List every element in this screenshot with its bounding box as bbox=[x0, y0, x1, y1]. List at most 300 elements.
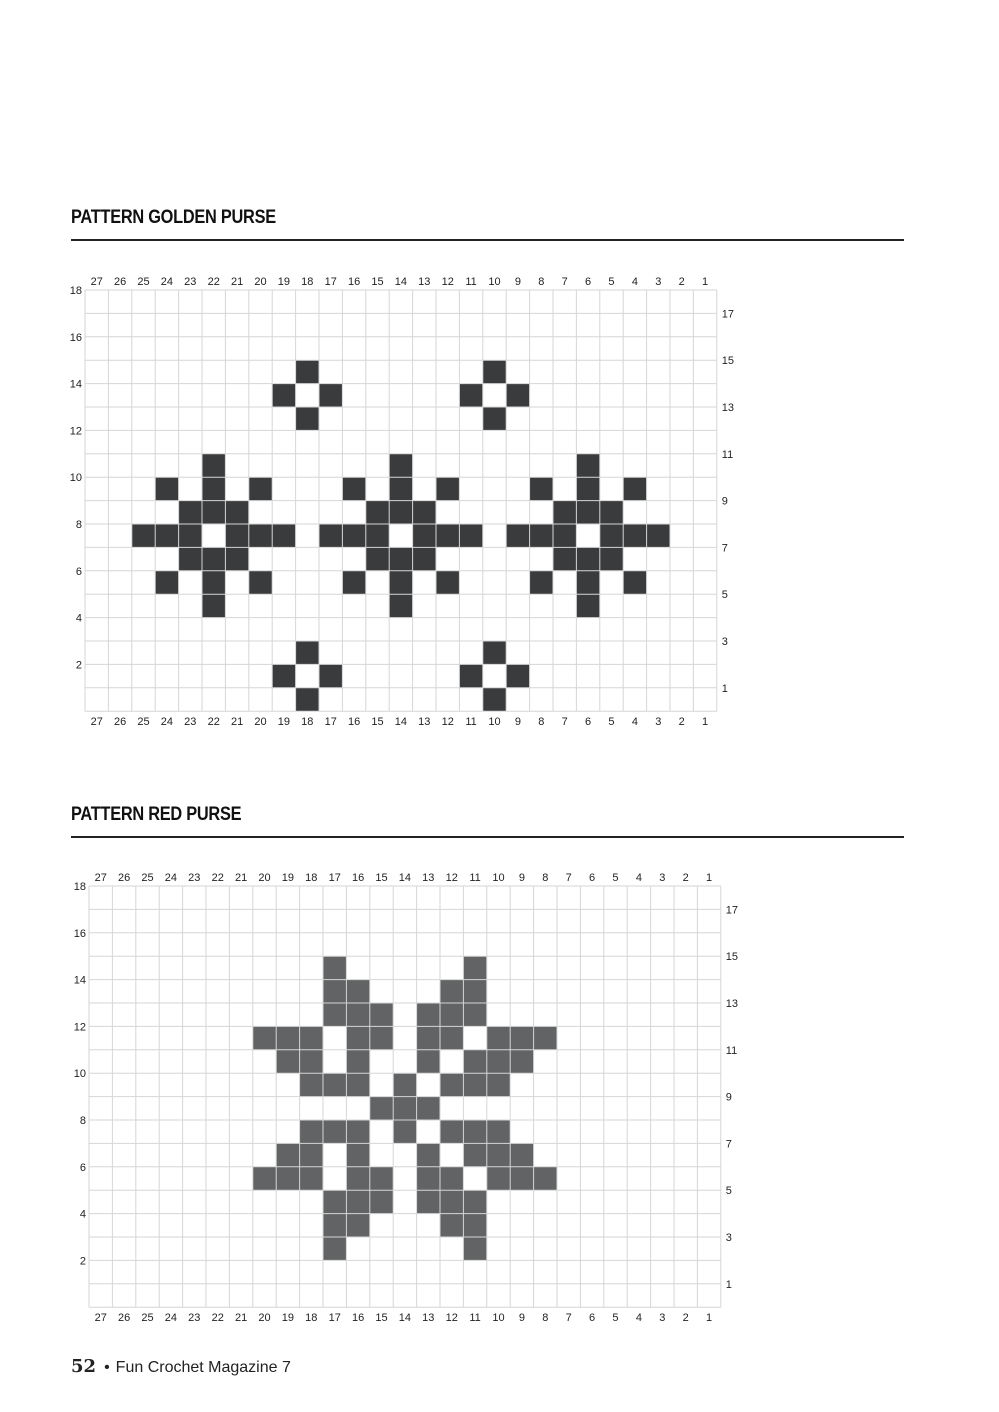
filled-stitch bbox=[436, 524, 459, 547]
filled-stitch bbox=[506, 524, 529, 547]
filled-stitch bbox=[487, 1073, 510, 1096]
row-number-left: 14 bbox=[69, 378, 83, 391]
row-number-right: 11 bbox=[721, 448, 734, 461]
filled-stitch bbox=[370, 1167, 393, 1190]
filled-stitch bbox=[179, 547, 202, 570]
filled-stitch bbox=[346, 1190, 369, 1213]
filled-stitch bbox=[576, 594, 599, 617]
filled-stitch bbox=[342, 524, 365, 547]
filled-stitch bbox=[366, 501, 389, 524]
row-number-left: 4 bbox=[75, 612, 83, 625]
row-number-right: 5 bbox=[725, 1185, 732, 1198]
filled-stitch bbox=[323, 1073, 346, 1096]
filled-stitch bbox=[296, 688, 319, 711]
filled-stitch bbox=[300, 1167, 323, 1190]
filled-stitch bbox=[459, 384, 482, 407]
row-number-right: 3 bbox=[725, 1231, 732, 1244]
filled-stitch bbox=[413, 524, 436, 547]
filled-stitch bbox=[534, 1026, 557, 1049]
filled-stitch bbox=[510, 1167, 533, 1190]
filled-stitch bbox=[225, 547, 248, 570]
filled-stitch bbox=[393, 1120, 416, 1143]
filled-stitch bbox=[296, 641, 319, 664]
column-number-top: 6 bbox=[585, 275, 592, 288]
stitch-grid-svg bbox=[64, 866, 751, 1327]
column-number-bottom: 21 bbox=[234, 1312, 248, 1325]
filled-stitch bbox=[623, 477, 646, 500]
column-number-top: 26 bbox=[113, 275, 127, 288]
row-number-left: 10 bbox=[69, 472, 83, 485]
filled-stitch bbox=[296, 407, 319, 430]
filled-stitch bbox=[483, 641, 506, 664]
footer-separator: • bbox=[104, 1359, 110, 1376]
row-number-right: 9 bbox=[725, 1091, 732, 1104]
filled-stitch bbox=[155, 524, 178, 547]
column-number-bottom: 19 bbox=[277, 716, 291, 729]
filled-stitch bbox=[323, 1003, 346, 1026]
filled-stitch bbox=[346, 1026, 369, 1049]
column-number-bottom: 7 bbox=[565, 1312, 572, 1325]
filled-stitch bbox=[417, 1026, 440, 1049]
filled-stitch bbox=[510, 1143, 533, 1166]
column-number-top: 23 bbox=[184, 275, 197, 288]
filled-stitch bbox=[272, 384, 295, 407]
column-number-bottom: 19 bbox=[281, 1312, 295, 1325]
filled-stitch bbox=[155, 571, 178, 594]
column-number-bottom: 9 bbox=[514, 716, 521, 729]
column-number-bottom: 15 bbox=[375, 1312, 388, 1325]
filled-stitch bbox=[319, 384, 342, 407]
filled-stitch bbox=[346, 1167, 369, 1190]
column-number-top: 15 bbox=[371, 275, 384, 288]
filled-stitch bbox=[417, 1167, 440, 1190]
filled-stitch bbox=[393, 1097, 416, 1120]
column-number-top: 26 bbox=[117, 871, 131, 884]
filled-stitch bbox=[440, 1073, 463, 1096]
filled-stitch bbox=[463, 956, 486, 979]
column-number-bottom: 1 bbox=[706, 1312, 713, 1325]
column-number-bottom: 13 bbox=[422, 1312, 435, 1325]
column-number-top: 27 bbox=[90, 275, 103, 288]
column-number-top: 9 bbox=[514, 275, 521, 288]
column-number-top: 21 bbox=[230, 275, 244, 288]
filled-stitch bbox=[487, 1120, 510, 1143]
filled-stitch bbox=[272, 524, 295, 547]
filled-stitch bbox=[389, 571, 412, 594]
pattern-title-golden-purse: PATTERN GOLDEN PURSE bbox=[71, 207, 276, 228]
column-number-top: 16 bbox=[347, 275, 361, 288]
filled-stitch bbox=[553, 524, 576, 547]
filled-stitch bbox=[370, 1003, 393, 1026]
column-number-bottom: 15 bbox=[371, 716, 384, 729]
column-number-bottom: 26 bbox=[113, 716, 127, 729]
filled-stitch bbox=[463, 1003, 486, 1026]
filled-stitch bbox=[510, 1050, 533, 1073]
column-number-top: 8 bbox=[538, 275, 545, 288]
column-number-top: 24 bbox=[160, 275, 174, 288]
column-number-top: 10 bbox=[488, 275, 501, 288]
filled-stitch bbox=[253, 1026, 276, 1049]
filled-stitch bbox=[440, 1214, 463, 1237]
column-number-bottom: 4 bbox=[631, 716, 638, 729]
filled-stitch bbox=[346, 1120, 369, 1143]
row-number-right: 3 bbox=[721, 635, 728, 648]
filled-stitch bbox=[202, 454, 225, 477]
column-number-top: 13 bbox=[422, 871, 435, 884]
filled-stitch bbox=[346, 1143, 369, 1166]
row-number-right: 7 bbox=[725, 1138, 732, 1151]
column-number-top: 23 bbox=[188, 871, 201, 884]
filled-stitch bbox=[417, 1190, 440, 1213]
column-number-bottom: 23 bbox=[188, 1312, 201, 1325]
column-number-top: 17 bbox=[328, 871, 341, 884]
filled-stitch bbox=[463, 1143, 486, 1166]
column-number-bottom: 6 bbox=[585, 716, 592, 729]
column-number-bottom: 24 bbox=[160, 716, 174, 729]
filled-stitch bbox=[463, 1050, 486, 1073]
pattern-title-red-purse: PATTERN RED PURSE bbox=[71, 804, 242, 825]
row-number-left: 8 bbox=[79, 1114, 87, 1127]
filled-stitch bbox=[300, 1050, 323, 1073]
filled-stitch bbox=[370, 1026, 393, 1049]
filled-stitch bbox=[530, 524, 553, 547]
filled-stitch bbox=[487, 1167, 510, 1190]
column-number-top: 4 bbox=[635, 871, 642, 884]
filled-stitch bbox=[417, 1003, 440, 1026]
row-number-left: 18 bbox=[69, 284, 83, 297]
filled-stitch bbox=[600, 524, 623, 547]
filled-stitch bbox=[417, 1097, 440, 1120]
filled-stitch bbox=[323, 1120, 346, 1143]
column-number-top: 7 bbox=[561, 275, 568, 288]
row-number-right: 15 bbox=[721, 355, 735, 368]
page-footer bbox=[71, 1356, 291, 1377]
row-number-left: 12 bbox=[69, 425, 83, 438]
row-number-left: 16 bbox=[73, 927, 87, 940]
column-number-bottom: 6 bbox=[589, 1312, 596, 1325]
filled-stitch bbox=[487, 1050, 510, 1073]
filled-stitch bbox=[600, 501, 623, 524]
filled-stitch bbox=[276, 1143, 299, 1166]
row-number-right: 1 bbox=[725, 1278, 732, 1291]
title-underline bbox=[71, 836, 904, 838]
column-number-bottom: 8 bbox=[542, 1312, 549, 1325]
column-number-bottom: 7 bbox=[561, 716, 568, 729]
column-number-top: 4 bbox=[631, 275, 638, 288]
column-number-top: 19 bbox=[277, 275, 291, 288]
filled-stitch bbox=[323, 1190, 346, 1213]
filled-stitch bbox=[417, 1143, 440, 1166]
row-number-left: 18 bbox=[73, 880, 87, 893]
filled-stitch bbox=[600, 547, 623, 570]
filled-stitch bbox=[487, 1026, 510, 1049]
column-number-top: 5 bbox=[612, 871, 619, 884]
filled-stitch bbox=[225, 501, 248, 524]
row-number-left: 2 bbox=[79, 1255, 87, 1268]
column-number-bottom: 16 bbox=[351, 1312, 365, 1325]
row-number-left: 10 bbox=[73, 1068, 87, 1081]
column-number-bottom: 5 bbox=[612, 1312, 619, 1325]
filled-stitch bbox=[366, 524, 389, 547]
column-number-bottom: 26 bbox=[117, 1312, 131, 1325]
row-number-right: 1 bbox=[721, 682, 728, 695]
filled-stitch bbox=[323, 1237, 346, 1260]
column-number-top: 1 bbox=[706, 871, 713, 884]
filled-stitch bbox=[202, 571, 225, 594]
filled-stitch bbox=[440, 980, 463, 1003]
filled-stitch bbox=[323, 980, 346, 1003]
filled-stitch bbox=[463, 1073, 486, 1096]
filled-stitch bbox=[342, 571, 365, 594]
filled-stitch bbox=[463, 1237, 486, 1260]
row-number-right: 17 bbox=[721, 308, 735, 321]
column-number-bottom: 27 bbox=[94, 1312, 107, 1325]
column-number-top: 17 bbox=[324, 275, 337, 288]
column-number-bottom: 23 bbox=[184, 716, 197, 729]
row-number-right: 13 bbox=[721, 401, 735, 414]
filled-stitch bbox=[253, 1167, 276, 1190]
filled-stitch bbox=[506, 664, 529, 687]
column-number-bottom: 4 bbox=[635, 1312, 642, 1325]
filled-stitch bbox=[483, 360, 506, 383]
filled-stitch bbox=[647, 524, 670, 547]
filled-stitch bbox=[179, 524, 202, 547]
filled-stitch bbox=[370, 1190, 393, 1213]
row-number-right: 9 bbox=[721, 495, 728, 508]
column-number-top: 12 bbox=[441, 275, 454, 288]
column-number-top: 15 bbox=[375, 871, 388, 884]
filled-stitch bbox=[576, 547, 599, 570]
column-number-bottom: 20 bbox=[258, 1312, 271, 1325]
filled-stitch bbox=[346, 1050, 369, 1073]
filled-stitch bbox=[276, 1050, 299, 1073]
filled-stitch bbox=[440, 1190, 463, 1213]
filled-stitch bbox=[623, 571, 646, 594]
filled-stitch bbox=[389, 454, 412, 477]
filled-stitch bbox=[530, 571, 553, 594]
filled-stitch bbox=[417, 1050, 440, 1073]
title-underline bbox=[71, 239, 904, 241]
filled-stitch bbox=[459, 524, 482, 547]
column-number-top: 2 bbox=[682, 871, 689, 884]
column-number-top: 11 bbox=[469, 871, 481, 884]
filled-stitch bbox=[272, 664, 295, 687]
row-number-left: 16 bbox=[69, 331, 83, 344]
row-number-left: 14 bbox=[73, 974, 87, 987]
filled-stitch bbox=[576, 477, 599, 500]
column-number-top: 22 bbox=[207, 275, 220, 288]
column-number-bottom: 17 bbox=[324, 716, 337, 729]
column-number-top: 7 bbox=[565, 871, 572, 884]
column-number-top: 14 bbox=[394, 275, 408, 288]
filled-stitch bbox=[463, 1120, 486, 1143]
row-number-left: 8 bbox=[75, 518, 83, 531]
column-number-bottom: 22 bbox=[211, 1312, 224, 1325]
column-number-bottom: 22 bbox=[207, 716, 220, 729]
column-number-top: 3 bbox=[659, 871, 666, 884]
column-number-bottom: 11 bbox=[465, 716, 477, 729]
filled-stitch bbox=[366, 547, 389, 570]
filled-stitch bbox=[459, 664, 482, 687]
column-number-bottom: 14 bbox=[394, 716, 408, 729]
filled-stitch bbox=[389, 501, 412, 524]
column-number-bottom: 14 bbox=[398, 1312, 412, 1325]
column-number-top: 25 bbox=[137, 275, 150, 288]
filled-stitch bbox=[346, 1214, 369, 1237]
column-number-bottom: 2 bbox=[682, 1312, 689, 1325]
column-number-top: 20 bbox=[258, 871, 271, 884]
filled-stitch bbox=[483, 407, 506, 430]
row-number-left: 4 bbox=[79, 1208, 87, 1221]
column-number-top: 24 bbox=[164, 871, 178, 884]
stitch-grid-svg bbox=[60, 270, 747, 731]
filled-stitch bbox=[300, 1120, 323, 1143]
column-number-bottom: 18 bbox=[301, 716, 314, 729]
column-number-top: 1 bbox=[702, 275, 709, 288]
row-number-right: 17 bbox=[725, 904, 739, 917]
filled-stitch bbox=[576, 454, 599, 477]
filled-stitch bbox=[389, 594, 412, 617]
column-number-top: 8 bbox=[542, 871, 549, 884]
column-number-bottom: 27 bbox=[90, 716, 103, 729]
filled-stitch bbox=[296, 360, 319, 383]
column-number-bottom: 9 bbox=[518, 1312, 525, 1325]
filled-stitch bbox=[440, 1120, 463, 1143]
column-number-top: 27 bbox=[94, 871, 107, 884]
filled-stitch bbox=[346, 1003, 369, 1026]
filled-stitch bbox=[202, 594, 225, 617]
filled-stitch bbox=[483, 688, 506, 711]
filled-stitch bbox=[463, 1214, 486, 1237]
column-number-top: 11 bbox=[465, 275, 477, 288]
column-number-top: 21 bbox=[234, 871, 248, 884]
filled-stitch bbox=[623, 524, 646, 547]
filled-stitch bbox=[276, 1167, 299, 1190]
red-purse-chart bbox=[64, 866, 751, 1327]
filled-stitch bbox=[553, 547, 576, 570]
column-number-bottom: 24 bbox=[164, 1312, 178, 1325]
column-number-top: 20 bbox=[254, 275, 267, 288]
filled-stitch bbox=[249, 571, 272, 594]
column-number-bottom: 8 bbox=[538, 716, 545, 729]
filled-stitch bbox=[413, 547, 436, 570]
column-number-bottom: 12 bbox=[445, 1312, 458, 1325]
row-number-left: 2 bbox=[75, 659, 83, 672]
filled-stitch bbox=[576, 571, 599, 594]
filled-stitch bbox=[393, 1073, 416, 1096]
row-number-right: 5 bbox=[721, 589, 728, 602]
column-number-top: 18 bbox=[305, 871, 318, 884]
column-number-top: 22 bbox=[211, 871, 224, 884]
filled-stitch bbox=[506, 384, 529, 407]
filled-stitch bbox=[179, 501, 202, 524]
column-number-bottom: 10 bbox=[488, 716, 501, 729]
column-number-bottom: 25 bbox=[137, 716, 150, 729]
column-number-top: 16 bbox=[351, 871, 365, 884]
filled-stitch bbox=[346, 980, 369, 1003]
column-number-top: 9 bbox=[518, 871, 525, 884]
filled-stitch bbox=[440, 1167, 463, 1190]
filled-stitch bbox=[440, 1026, 463, 1049]
column-number-top: 6 bbox=[589, 871, 596, 884]
filled-stitch bbox=[413, 501, 436, 524]
row-number-right: 7 bbox=[721, 542, 728, 555]
filled-stitch bbox=[436, 571, 459, 594]
row-number-left: 12 bbox=[73, 1021, 87, 1034]
filled-stitch bbox=[202, 477, 225, 500]
filled-stitch bbox=[463, 980, 486, 1003]
column-number-bottom: 21 bbox=[230, 716, 244, 729]
column-number-bottom: 16 bbox=[347, 716, 361, 729]
filled-stitch bbox=[463, 1190, 486, 1213]
column-number-top: 5 bbox=[608, 275, 615, 288]
column-number-bottom: 12 bbox=[441, 716, 454, 729]
column-number-top: 18 bbox=[301, 275, 314, 288]
column-number-top: 12 bbox=[445, 871, 458, 884]
filled-stitch bbox=[389, 477, 412, 500]
filled-stitch bbox=[319, 664, 342, 687]
filled-stitch bbox=[300, 1143, 323, 1166]
filled-stitch bbox=[155, 477, 178, 500]
filled-stitch bbox=[389, 547, 412, 570]
column-number-top: 19 bbox=[281, 871, 295, 884]
column-number-bottom: 1 bbox=[702, 716, 709, 729]
filled-stitch bbox=[370, 1097, 393, 1120]
page-number: 52 bbox=[71, 1356, 97, 1377]
filled-stitch bbox=[576, 501, 599, 524]
filled-stitch bbox=[249, 524, 272, 547]
filled-stitch bbox=[249, 477, 272, 500]
row-number-right: 15 bbox=[725, 951, 739, 964]
filled-stitch bbox=[323, 956, 346, 979]
filled-stitch bbox=[323, 1214, 346, 1237]
row-number-left: 6 bbox=[75, 565, 83, 578]
filled-stitch bbox=[300, 1073, 323, 1096]
column-number-bottom: 3 bbox=[655, 716, 662, 729]
column-number-bottom: 18 bbox=[305, 1312, 318, 1325]
filled-stitch bbox=[487, 1143, 510, 1166]
filled-stitch bbox=[276, 1026, 299, 1049]
filled-stitch bbox=[553, 501, 576, 524]
filled-stitch bbox=[225, 524, 248, 547]
filled-stitch bbox=[346, 1073, 369, 1096]
row-number-left: 6 bbox=[79, 1161, 87, 1174]
column-number-top: 2 bbox=[678, 275, 685, 288]
column-number-bottom: 13 bbox=[418, 716, 431, 729]
column-number-top: 13 bbox=[418, 275, 431, 288]
column-number-bottom: 2 bbox=[678, 716, 685, 729]
column-number-bottom: 10 bbox=[492, 1312, 505, 1325]
column-number-bottom: 17 bbox=[328, 1312, 341, 1325]
publication-name: Fun Crochet Magazine 7 bbox=[115, 1359, 291, 1376]
column-number-top: 14 bbox=[398, 871, 412, 884]
column-number-bottom: 11 bbox=[469, 1312, 481, 1325]
column-number-top: 10 bbox=[492, 871, 505, 884]
filled-stitch bbox=[510, 1026, 533, 1049]
filled-stitch bbox=[342, 477, 365, 500]
column-number-bottom: 3 bbox=[659, 1312, 666, 1325]
golden-purse-chart bbox=[60, 270, 747, 731]
filled-stitch bbox=[436, 477, 459, 500]
filled-stitch bbox=[202, 547, 225, 570]
filled-stitch bbox=[319, 524, 342, 547]
filled-stitch bbox=[202, 501, 225, 524]
column-number-bottom: 5 bbox=[608, 716, 615, 729]
filled-stitch bbox=[534, 1167, 557, 1190]
filled-stitch bbox=[440, 1003, 463, 1026]
row-number-right: 11 bbox=[725, 1044, 738, 1057]
column-number-top: 3 bbox=[655, 275, 662, 288]
